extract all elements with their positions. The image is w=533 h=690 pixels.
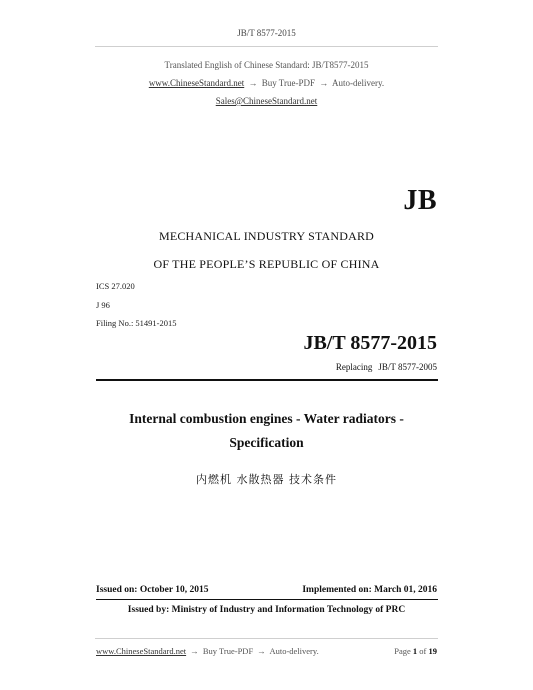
arrow-right-icon: → (190, 646, 199, 656)
translation-notice: Translated English of Chinese Standard: JB/T8577-2015 (164, 60, 369, 70)
document-title-chinese: 内燃机 水散热器 技术条件 (196, 473, 337, 486)
ics-code: ICS 27.020 (96, 281, 135, 291)
header-divider (95, 46, 438, 47)
page-header-doc-id: JB/T 8577-2015 (237, 28, 296, 38)
page-of: of (419, 646, 427, 656)
replacing-info (330, 362, 437, 372)
issue-divider (96, 599, 438, 600)
auto-delivery-text: Auto-delivery. (332, 78, 385, 88)
page-current: 1 (412, 646, 418, 656)
standard-category-line2: OF THE PEOPLE’S REPUBLIC OF CHINA (153, 257, 380, 271)
jb-logo: JB (403, 185, 437, 216)
standard-number: JB/T 8577-2015 (303, 332, 437, 354)
page-label: Page (394, 646, 411, 656)
footer-delivery-text: Auto-delivery. (269, 646, 319, 656)
title-divider (96, 379, 438, 381)
implemented-date: Implemented on: March 01, 2016 (302, 585, 437, 595)
issued-date: Issued on: October 10, 2015 (96, 585, 209, 595)
site-link[interactable]: www.ChineseStandard.net (148, 78, 245, 88)
arrow-right-icon: → (257, 646, 266, 656)
standard-category-line1: MECHANICAL INDUSTRY STANDARD (158, 229, 375, 243)
footer-buy-text: Buy True-PDF (202, 646, 254, 656)
page-total: 19 (428, 646, 437, 656)
email-line (0, 96, 533, 106)
issuing-authority: Issued by: Ministry of Industry and Information Technology of PRC (127, 605, 406, 615)
replacing-value: JB/T 8577-2005 (378, 362, 437, 372)
classification-code: J 96 (96, 300, 110, 310)
document-title-line1: Internal combustion engines - Water radiators - (129, 411, 404, 426)
footer-divider (95, 638, 438, 639)
replacing-label: Replacing (335, 362, 373, 372)
footer-site-link[interactable]: www.ChineseStandard.net (96, 646, 187, 656)
arrow-right-icon: → (319, 78, 329, 88)
arrow-right-icon: → (248, 78, 258, 88)
sales-email-link[interactable]: Sales@ChineseStandard.net (215, 96, 318, 106)
document-title-line2: Specification (229, 435, 304, 450)
filing-number: Filing No.: 51491-2015 (96, 318, 177, 328)
footer-links (96, 646, 319, 656)
buy-pdf-text: Buy True-PDF (261, 78, 315, 88)
promo-links (0, 78, 533, 88)
page-indicator (394, 646, 437, 656)
